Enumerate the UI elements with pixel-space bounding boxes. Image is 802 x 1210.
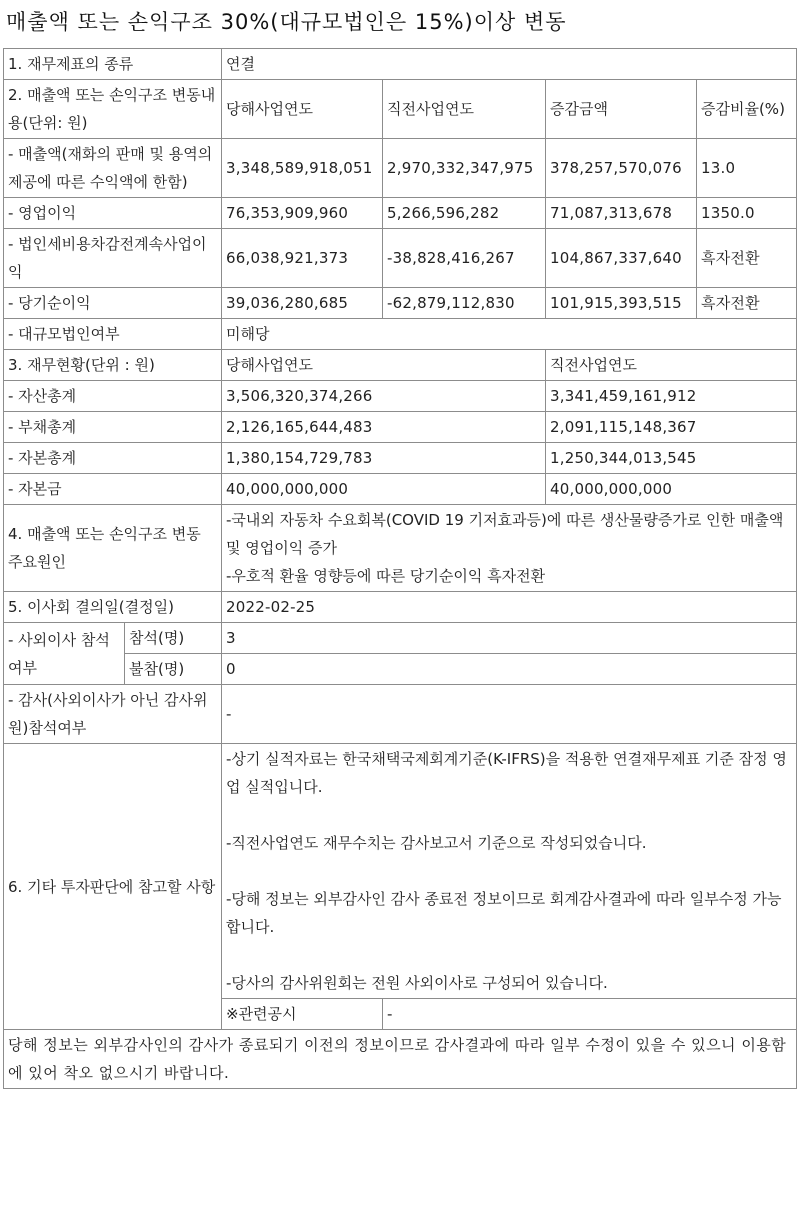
fin-status-row-label: - 자본총계 xyxy=(4,443,222,474)
reason-text xyxy=(222,505,797,592)
fin-status-row-capital xyxy=(4,474,797,505)
change-row-ratio: 흑자전환 xyxy=(697,229,797,288)
fin-status-row-liabilities xyxy=(4,412,797,443)
related-disclosure-label: ※관련공시 xyxy=(222,999,383,1030)
change-row-diff: 71,087,313,678 xyxy=(546,198,697,229)
absent-value: 0 xyxy=(222,654,797,685)
related-disclosure-value: - xyxy=(383,999,797,1030)
other-label: 6. 기타 투자판단에 참고할 사항 xyxy=(4,744,222,1030)
change-row-current: 3,348,589,918,051 xyxy=(222,139,383,198)
change-row-current: 39,036,280,685 xyxy=(222,288,383,319)
fin-status-row-previous: 2,091,115,148,367 xyxy=(546,412,797,443)
disclosure-table xyxy=(3,48,797,1089)
auditor-row xyxy=(4,685,797,744)
reason-row xyxy=(4,505,797,592)
change-row-net-income xyxy=(4,288,797,319)
fin-status-row-previous: 3,341,459,161,912 xyxy=(546,381,797,412)
auditor-label: - 감사(사외이사가 아닌 감사위원)참석여부 xyxy=(4,685,222,744)
change-row-label: - 당기순이익 xyxy=(4,288,222,319)
large-corp-row xyxy=(4,319,797,350)
fin-status-row-label: - 자본금 xyxy=(4,474,222,505)
other-row xyxy=(4,744,797,999)
outside-director-present-row xyxy=(4,623,797,654)
change-row-previous: 2,970,332,347,975 xyxy=(383,139,546,198)
board-date-label: 5. 이사회 결의일(결정일) xyxy=(4,592,222,623)
other-paragraph: -상기 실적자료는 한국채택국제회계기준(K-IFRS)을 적용한 연결재무제표 기준 잠정 영업 실적입니다. xyxy=(226,750,787,796)
fin-status-row-current: 1,380,154,729,783 xyxy=(222,443,546,474)
fs-type-label: 1. 재무제표의 종류 xyxy=(4,49,222,80)
outside-director-label: - 사외이사 참석여부 xyxy=(4,623,125,685)
notice-row xyxy=(4,1030,797,1089)
fin-status-row-equity xyxy=(4,443,797,474)
auditor-value: - xyxy=(222,685,797,744)
fin-status-row-label: - 자산총계 xyxy=(4,381,222,412)
fin-status-row-previous: 40,000,000,000 xyxy=(546,474,797,505)
other-text xyxy=(222,744,797,999)
board-date-row xyxy=(4,592,797,623)
fin-status-header-row xyxy=(4,350,797,381)
fin-status-row-current: 3,506,320,374,266 xyxy=(222,381,546,412)
reason-label: 4. 매출액 또는 손익구조 변동 주요원인 xyxy=(4,505,222,592)
change-row-label: - 법인세비용차감전계속사업이익 xyxy=(4,229,222,288)
fin-status-label: 3. 재무현황(단위 : 원) xyxy=(4,350,222,381)
change-row-ratio: 흑자전환 xyxy=(697,288,797,319)
change-row-operating-income xyxy=(4,198,797,229)
fin-status-row-assets xyxy=(4,381,797,412)
fs-type-value: 연결 xyxy=(222,49,797,80)
change-row-previous: 5,266,596,282 xyxy=(383,198,546,229)
large-corp-label: - 대규모법인여부 xyxy=(4,319,222,350)
change-row-revenue xyxy=(4,139,797,198)
other-paragraph: -당해 정보는 외부감사인 감사 종료전 정보이므로 회계감사결과에 따라 일부수정 가능합니다. xyxy=(226,890,782,936)
fin-status-row-current: 40,000,000,000 xyxy=(222,474,546,505)
change-row-current: 66,038,921,373 xyxy=(222,229,383,288)
change-row-diff: 101,915,393,515 xyxy=(546,288,697,319)
reason-line: -우호적 환율 영향등에 따른 당기순이익 흑자전환 xyxy=(226,567,546,585)
change-row-pretax-income xyxy=(4,229,797,288)
fin-status-row-label: - 부채총계 xyxy=(4,412,222,443)
change-header-previous: 직전사업연도 xyxy=(383,80,546,139)
change-header-row xyxy=(4,80,797,139)
fin-status-header-current: 당해사업연도 xyxy=(222,350,546,381)
page-title: 매출액 또는 손익구조 30%(대규모법인은 15%)이상 변동 xyxy=(6,10,567,34)
change-header-current: 당해사업연도 xyxy=(222,80,383,139)
reason-line: -국내외 자동차 수요회복(COVID 19 기저효과등)에 따른 생산물량증가로 인한 매출액 및 영업이익 증가 xyxy=(226,511,784,557)
change-row-ratio: 1350.0 xyxy=(697,198,797,229)
change-row-ratio: 13.0 xyxy=(697,139,797,198)
change-row-diff: 378,257,570,076 xyxy=(546,139,697,198)
change-section-label: 2. 매출액 또는 손익구조 변동내용(단위: 원) xyxy=(4,80,222,139)
change-row-label: - 영업이익 xyxy=(4,198,222,229)
fin-status-row-current: 2,126,165,644,483 xyxy=(222,412,546,443)
change-row-label: - 매출액(재화의 판매 및 용역의 제공에 따른 수익액에 한함) xyxy=(4,139,222,198)
fin-status-header-previous: 직전사업연도 xyxy=(546,350,797,381)
change-row-previous: -38,828,416,267 xyxy=(383,229,546,288)
fs-type-row xyxy=(4,49,797,80)
fin-status-row-previous: 1,250,344,013,545 xyxy=(546,443,797,474)
large-corp-value: 미해당 xyxy=(222,319,797,350)
notice-text: 당해 정보는 외부감사인의 감사가 종료되기 이전의 정보이므로 감사결과에 따라 일부 수정이 있을 수 있으니 이용함에 있어 착오 없으시기 바랍니다. xyxy=(4,1030,797,1089)
absent-label: 불참(명) xyxy=(125,654,222,685)
other-paragraph: -직전사업연도 재무수치는 감사보고서 기준으로 작성되었습니다. xyxy=(226,834,647,852)
board-date-value: 2022-02-25 xyxy=(222,592,797,623)
change-header-diff: 증감금액 xyxy=(546,80,697,139)
other-paragraph: -당사의 감사위원회는 전원 사외이사로 구성되어 있습니다. xyxy=(226,974,608,992)
change-row-diff: 104,867,337,640 xyxy=(546,229,697,288)
change-row-previous: -62,879,112,830 xyxy=(383,288,546,319)
present-label: 참석(명) xyxy=(125,623,222,654)
present-value: 3 xyxy=(222,623,797,654)
change-row-current: 76,353,909,960 xyxy=(222,198,383,229)
change-header-ratio: 증감비율(%) xyxy=(697,80,797,139)
